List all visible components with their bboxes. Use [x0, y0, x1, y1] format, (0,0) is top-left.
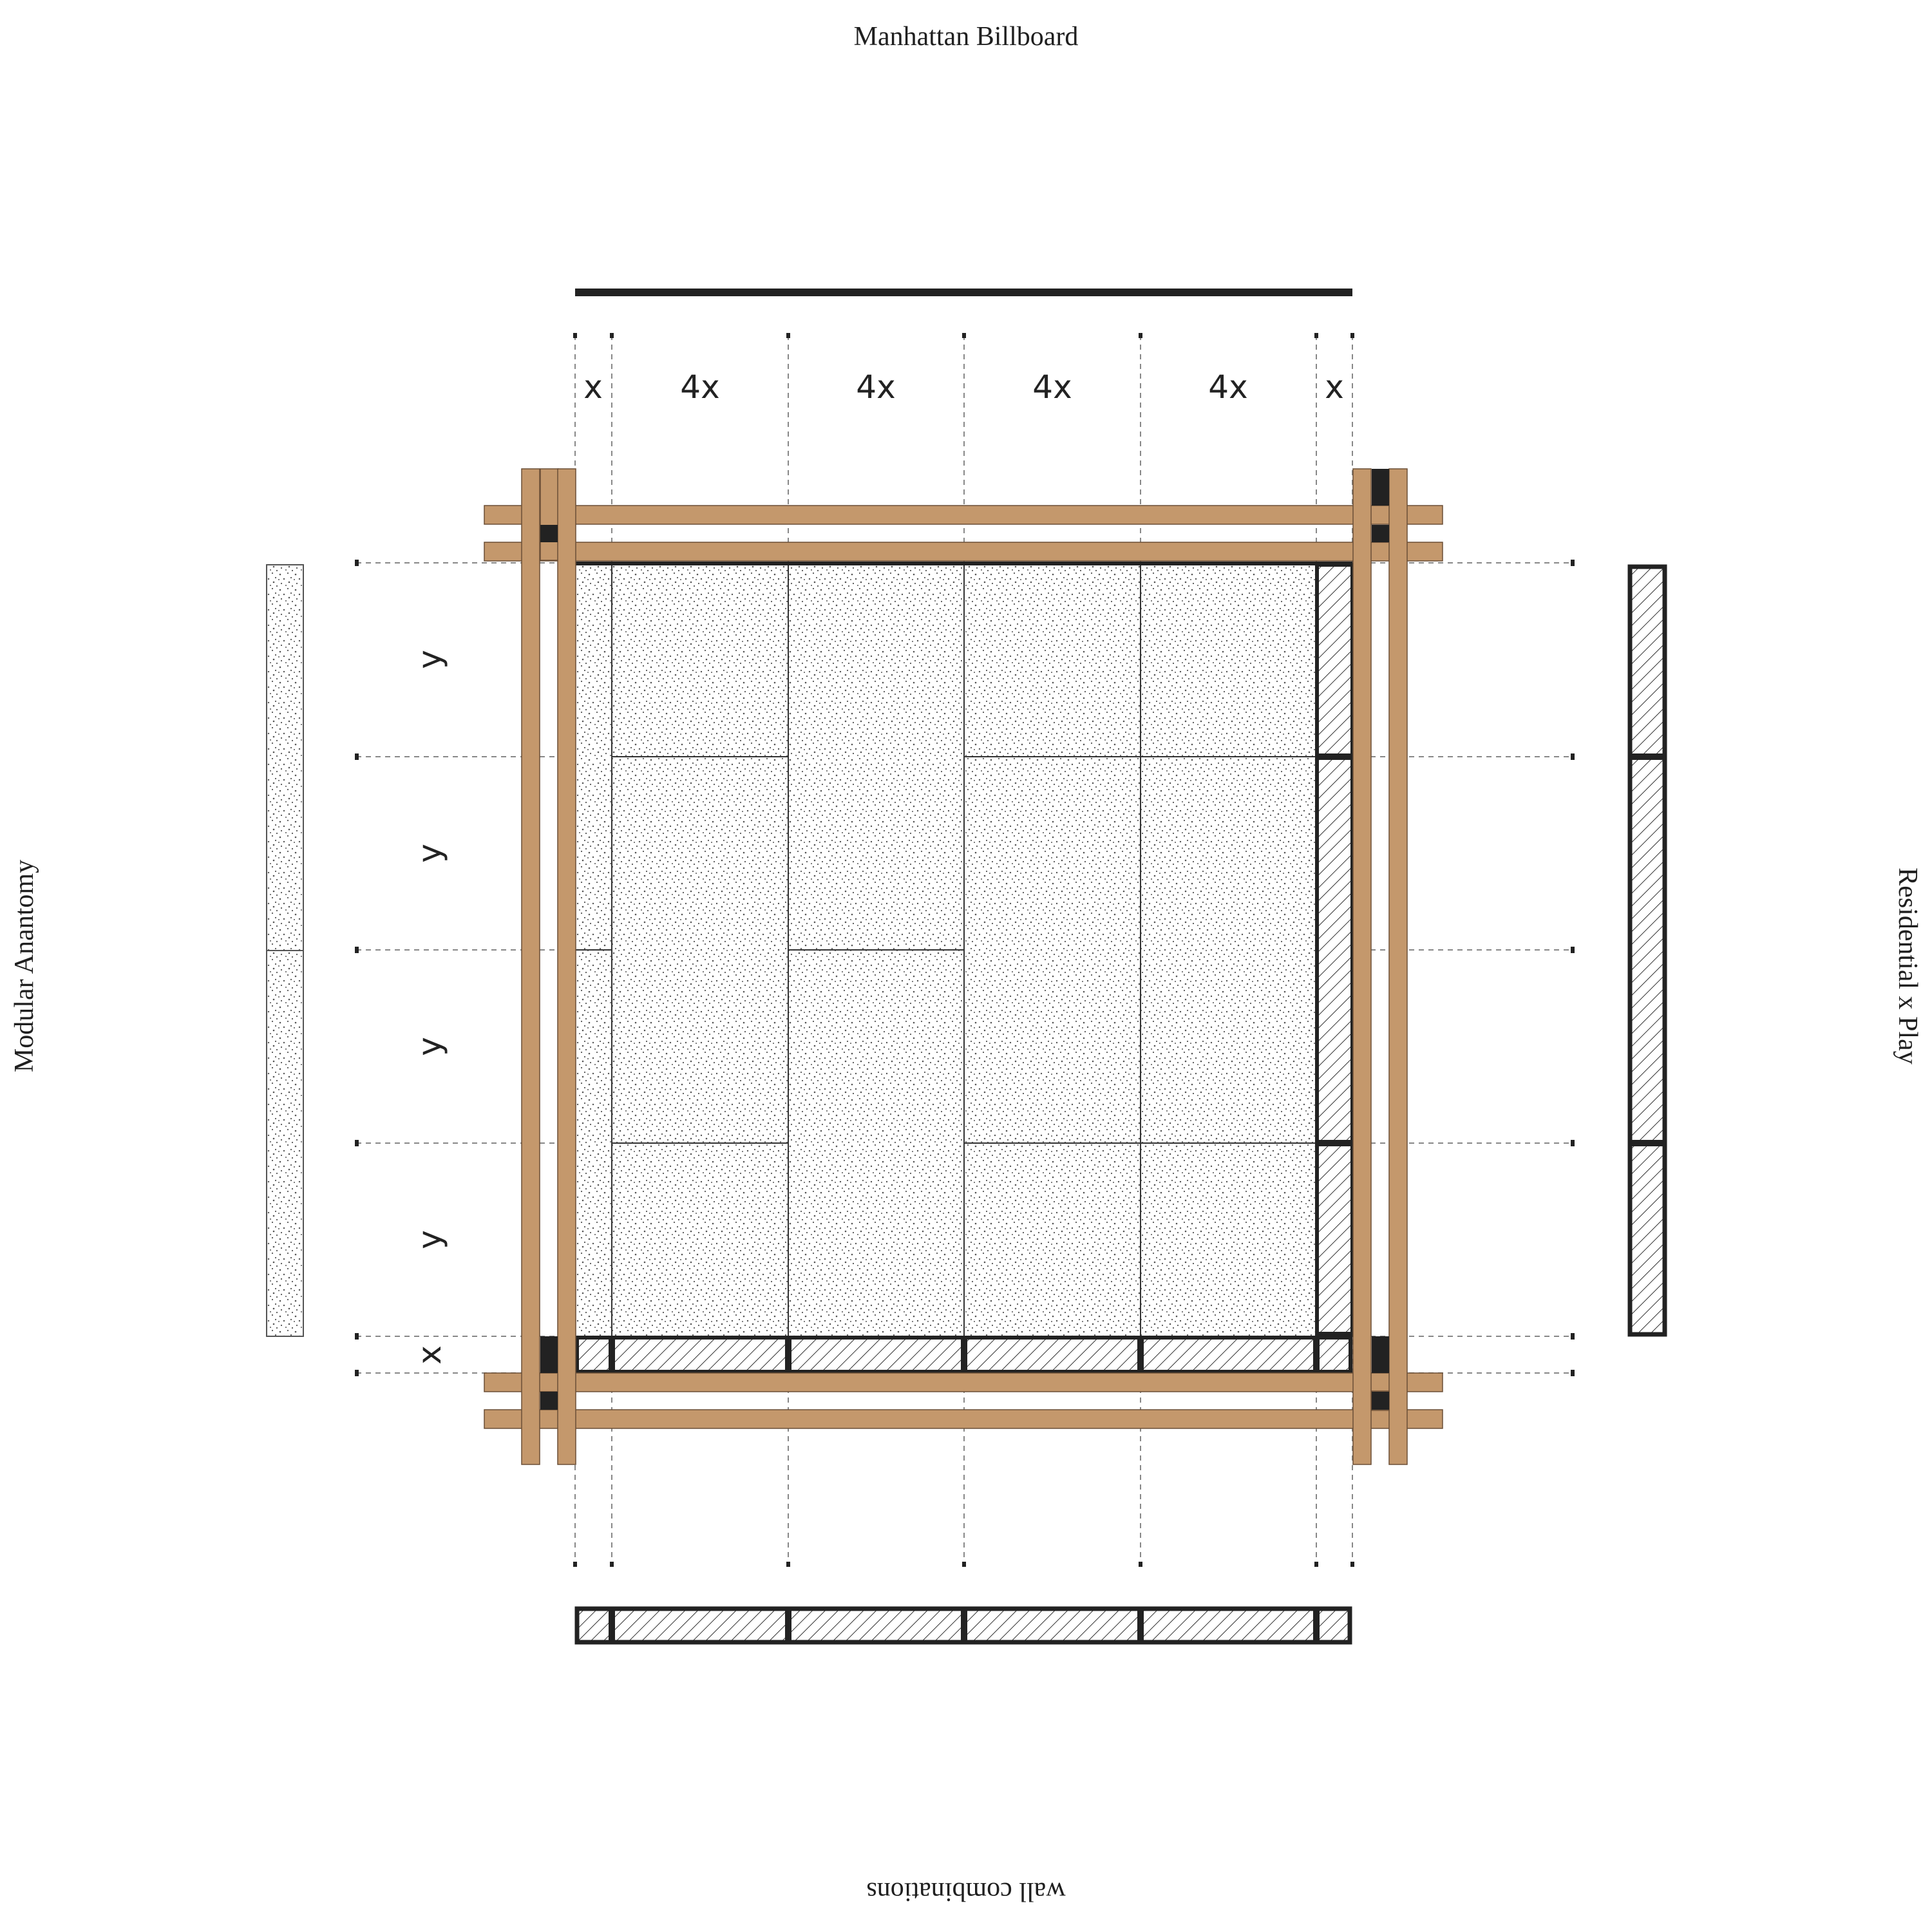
- row-label-4: y: [411, 1230, 448, 1249]
- column-label-6: x: [1325, 368, 1344, 406]
- row-label-5: x: [411, 1345, 448, 1365]
- bottom-elevation-strip: [577, 1609, 1350, 1642]
- right-elevation-strip: [1630, 567, 1665, 1334]
- column-label-2: 4x: [680, 368, 720, 406]
- column-label-3: 4x: [856, 368, 896, 406]
- title-bottom: wall combinations: [866, 1877, 1066, 1906]
- row-label-2: y: [411, 844, 448, 863]
- right-wall: [1317, 565, 1352, 1338]
- column-label-5: 4x: [1208, 368, 1248, 406]
- bottom-wall: [577, 1338, 1350, 1372]
- row-label-1: y: [411, 650, 448, 669]
- title-right: Residential x Play: [1893, 867, 1922, 1065]
- column-label-1: x: [583, 368, 603, 406]
- title-top: Manhattan Billboard: [853, 22, 1079, 52]
- row-label-3: y: [411, 1037, 448, 1056]
- column-label-4: 4x: [1032, 368, 1072, 406]
- left-elevation-strip: [267, 565, 303, 1336]
- title-left: Modular Anantomy: [10, 859, 39, 1073]
